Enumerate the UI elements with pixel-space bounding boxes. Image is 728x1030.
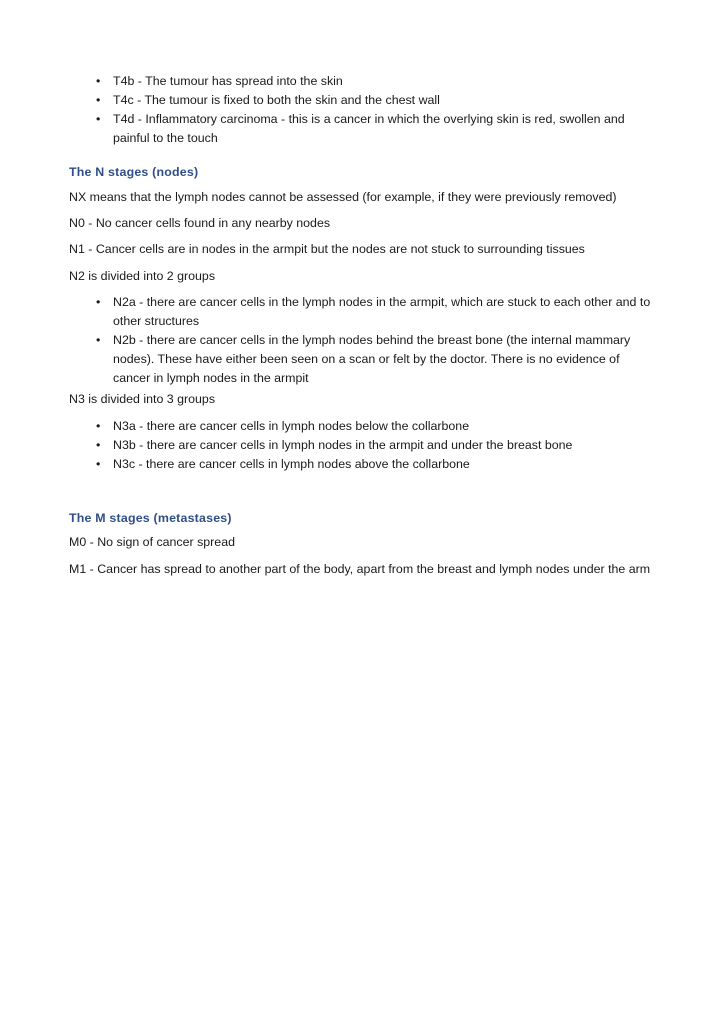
bullet-icon: • — [96, 333, 101, 347]
list-item — [69, 436, 658, 455]
list-item-text: N3b - there are cancer cells in lymph nodes in the armpit and under the breast bone — [113, 438, 573, 452]
n1-paragraph: N1 - Cancer cells are in nodes in the armpit but the nodes are not stuck to surrounding tissues — [69, 242, 585, 256]
bullet-icon: • — [96, 74, 101, 88]
m1-paragraph: M1 - Cancer has spread to another part of the body, apart from the breast and lymph nodes under the arm — [69, 562, 651, 576]
list-item-text: N2a - there are cancer cells in the lymph nodes in the armpit, which are stuck to each other and to other structures — [113, 295, 651, 328]
nx-paragraph: NX means that the lymph nodes cannot be assessed (for example, if they were previously removed) — [69, 190, 617, 204]
list-item-text: T4b - The tumour has spread into the skin — [113, 74, 343, 88]
list-item-text: T4d - Inflammatory carcinoma - this is a cancer in which the overlying skin is red, swollen and painful to the touch — [113, 112, 625, 145]
n2-intro: N2 is divided into 2 groups — [69, 269, 216, 283]
list-item — [69, 455, 658, 474]
n0-paragraph: N0 - No cancer cells found in any nearby nodes — [69, 216, 331, 230]
list-item-text: N2b - there are cancer cells in the lymph nodes behind the breast bone (the internal mammary nodes). These have either been seen on a scan or felt by the doctor. There is no evidence of cancer in lymph nodes in the armpit — [113, 333, 631, 385]
bullet-icon: • — [96, 295, 101, 309]
list-item — [69, 417, 658, 436]
list-item — [69, 72, 658, 91]
list-item — [69, 91, 658, 110]
list-item-text: N3c - there are cancer cells in lymph nodes above the collarbone — [113, 457, 470, 471]
list-item — [69, 110, 658, 148]
t-stage-list — [69, 72, 658, 148]
n-stages-heading: The N stages (nodes) — [69, 165, 199, 179]
n2-list — [69, 293, 658, 388]
list-item — [69, 331, 658, 388]
bullet-icon: • — [96, 93, 101, 107]
bullet-icon: • — [96, 457, 101, 471]
list-item-text: T4c - The tumour is fixed to both the skin and the chest wall — [113, 93, 440, 107]
bullet-icon: • — [96, 438, 101, 452]
n3-list — [69, 417, 658, 474]
bullet-icon: • — [96, 112, 101, 126]
list-item — [69, 293, 658, 331]
list-item-text: N3a - there are cancer cells in lymph nodes below the collarbone — [113, 419, 470, 433]
m-stages-heading: The M stages (metastases) — [69, 511, 232, 525]
m0-paragraph: M0 - No sign of cancer spread — [69, 535, 235, 549]
n3-intro: N3 is divided into 3 groups — [69, 392, 216, 406]
bullet-icon: • — [96, 419, 101, 433]
